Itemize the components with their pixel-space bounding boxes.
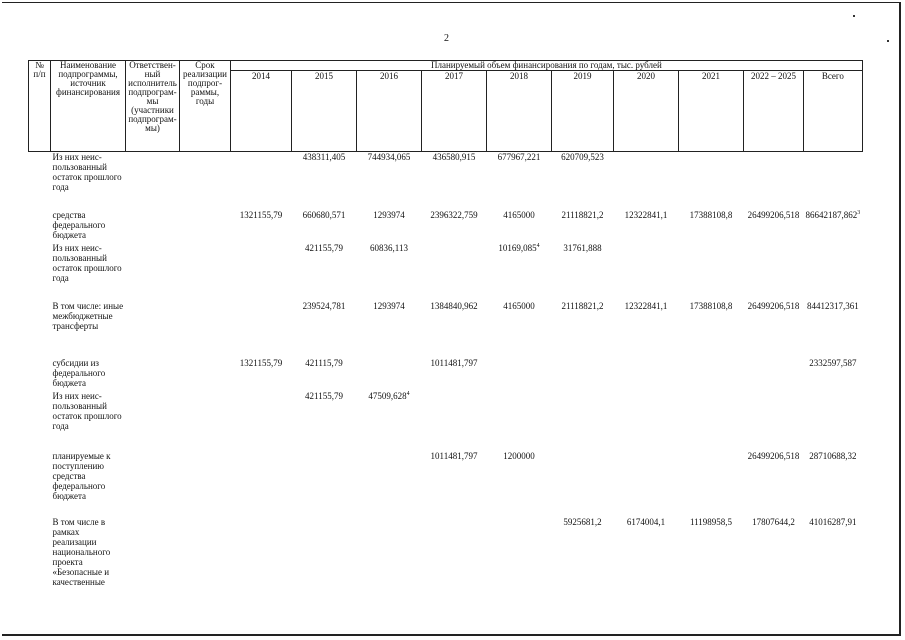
cell-value: 421115,79 [305, 357, 343, 368]
value-cell [679, 517, 744, 602]
row-term-cell [180, 243, 231, 301]
cell-value: 1011481,797 [430, 357, 478, 368]
value-cell [679, 358, 744, 391]
value-cell [422, 243, 487, 301]
value-cell [614, 391, 679, 451]
header-year: 2022 – 2025 [744, 71, 804, 152]
header-funding-group: Планируемый объем финансирования по годам, тыс. рублей [231, 61, 863, 71]
scan-speck [853, 15, 855, 17]
value-cell [804, 301, 863, 358]
row-label: планируемые к поступлению средства федерального бюджета [52, 450, 111, 501]
row-num-cell [29, 391, 51, 451]
value-cell [804, 451, 863, 517]
row-label: Из них неис-пользованный остаток прошлого года [52, 242, 122, 283]
cell-value: 421155,79 [305, 242, 343, 253]
value-cell [679, 152, 744, 210]
value-cell [552, 517, 614, 602]
cell-value: 26499206,518 [747, 300, 800, 311]
value-cell [292, 243, 357, 301]
value-cell [422, 451, 487, 517]
value-cell [552, 451, 614, 517]
header-year: 2016 [357, 71, 422, 152]
row-responsible-cell [126, 391, 180, 451]
value-cell [292, 517, 357, 602]
financing-table [28, 60, 863, 602]
value-cell [487, 301, 552, 358]
table-row [29, 301, 863, 358]
cell-value: 6174004,1 [626, 516, 666, 527]
value-cell [487, 210, 552, 243]
value-cell [614, 152, 679, 210]
header-year: 2017 [422, 71, 487, 152]
header-year: 2014 [231, 71, 292, 152]
cell-value: 1293974 [373, 300, 405, 311]
cell-value: 5925681,2 [563, 516, 602, 527]
header-year: 2015 [292, 71, 357, 152]
value-cell [804, 243, 863, 301]
value-cell [422, 517, 487, 602]
value-cell [552, 391, 614, 451]
cell-value: 436580,915 [432, 152, 476, 162]
cell-value: 21118821,2 [561, 209, 604, 220]
cell-value: 1321155,79 [239, 357, 283, 368]
value-cell [804, 358, 863, 391]
value-cell [614, 451, 679, 517]
value-cell [231, 210, 292, 243]
value-cell [487, 358, 552, 391]
header-year: 2020 [614, 71, 679, 152]
value-cell [614, 210, 679, 243]
value-cell [744, 451, 804, 517]
value-cell [231, 517, 292, 602]
row-responsible-cell [126, 301, 180, 358]
value-cell [614, 358, 679, 391]
cell-value: 60836,113 [370, 242, 408, 253]
value-cell [614, 301, 679, 358]
row-responsible-cell [126, 358, 180, 391]
cell-value: 12322841,1 [624, 300, 668, 311]
value-cell [744, 301, 804, 358]
value-cell [292, 301, 357, 358]
header-year: 2021 [679, 71, 744, 152]
cell-value: 421155,79 [305, 390, 343, 401]
row-term-cell [180, 358, 231, 391]
value-cell [357, 358, 422, 391]
table-row [29, 451, 863, 517]
row-term-cell [180, 517, 231, 602]
cell-value: 4165000 [503, 209, 535, 220]
value-cell [744, 210, 804, 243]
cell-value: 10169,085 [498, 242, 537, 253]
value-cell [804, 517, 863, 602]
cell-value: 1384840,962 [430, 300, 478, 311]
cell-value: 239524,781 [302, 300, 346, 311]
row-label: субсидии из федерального бюджета [52, 357, 106, 388]
table-row [29, 243, 863, 301]
row-label: средства федерального бюджета [52, 209, 106, 240]
value-cell [679, 243, 744, 301]
cell-value: 17807644,2 [752, 516, 795, 527]
cell-value: 677967,221 [497, 152, 541, 162]
value-cell [357, 301, 422, 358]
value-cell [422, 358, 487, 391]
table-row [29, 517, 863, 602]
value-cell [487, 517, 552, 602]
header-year: 2018 [487, 71, 552, 152]
footnote-mark: 3 [857, 209, 861, 216]
cell-value: 12322841,1 [624, 209, 668, 220]
value-cell [614, 243, 679, 301]
value-cell [614, 517, 679, 602]
cell-value: 2396322,759 [430, 209, 478, 220]
value-cell [804, 152, 863, 210]
value-cell [744, 391, 804, 451]
value-cell [231, 391, 292, 451]
row-num-cell [29, 517, 51, 602]
row-term-cell [180, 391, 231, 451]
value-cell [679, 451, 744, 517]
cell-value: 11198958,5 [689, 516, 733, 527]
table-row [29, 358, 863, 391]
value-cell [744, 358, 804, 391]
value-cell [804, 210, 863, 243]
value-cell [357, 243, 422, 301]
cell-value: 2332597,587 [809, 357, 857, 368]
value-cell [422, 391, 487, 451]
row-term-cell [180, 152, 231, 210]
row-label: Из них неис-пользованный остаток прошлого года [52, 152, 122, 192]
row-num-cell [29, 210, 51, 243]
value-cell [744, 152, 804, 210]
cell-value: 31761,888 [563, 242, 602, 253]
value-cell [422, 210, 487, 243]
cell-value: 1321155,79 [239, 209, 283, 220]
row-term-cell [180, 451, 231, 517]
cell-value: 26499206,518 [747, 450, 800, 461]
value-cell [231, 301, 292, 358]
cell-value: 620709,523 [561, 152, 604, 162]
table-body [29, 152, 863, 602]
cell-value: 21118821,2 [561, 300, 604, 311]
value-cell [552, 301, 614, 358]
value-cell [679, 391, 744, 451]
row-term-cell [180, 210, 231, 243]
value-cell [487, 451, 552, 517]
value-cell [552, 358, 614, 391]
row-label: Из них неис-пользованный остаток прошлого года [52, 390, 122, 431]
value-cell [552, 152, 614, 210]
value-cell [231, 451, 292, 517]
value-cell [679, 210, 744, 243]
cell-value: 1200000 [503, 450, 535, 461]
row-num-cell [29, 358, 51, 391]
value-cell [357, 152, 422, 210]
footnote-mark: 4 [536, 242, 540, 249]
cell-value: 86642187,862 [805, 209, 858, 220]
cell-value: 1011481,797 [430, 450, 478, 461]
row-responsible-cell [126, 451, 180, 517]
value-cell [552, 210, 614, 243]
value-cell [231, 358, 292, 391]
header-year: 2019 [552, 71, 614, 152]
cell-value: 438311,405 [302, 152, 346, 162]
value-cell [357, 391, 422, 451]
row-num-cell [29, 301, 51, 358]
row-num-cell [29, 152, 51, 210]
cell-value: 660680,571 [302, 209, 346, 220]
value-cell [357, 517, 422, 602]
cell-value: 17388108,8 [689, 209, 733, 220]
value-cell [744, 243, 804, 301]
value-cell [744, 517, 804, 602]
value-cell [231, 243, 292, 301]
row-responsible-cell [126, 243, 180, 301]
row-term-cell [180, 301, 231, 358]
value-cell [552, 243, 614, 301]
value-cell [804, 391, 863, 451]
header-num: № п/п [29, 61, 51, 152]
value-cell [487, 391, 552, 451]
row-responsible-cell [126, 152, 180, 210]
value-cell [357, 451, 422, 517]
value-cell [292, 451, 357, 517]
row-num-cell [29, 243, 51, 301]
scan-speck [887, 40, 889, 42]
footnote-mark: 4 [406, 390, 410, 397]
cell-value: 1293974 [373, 209, 405, 220]
value-cell [292, 358, 357, 391]
table-row [29, 210, 863, 243]
header-total: Всего [804, 71, 863, 152]
cell-value: 28710688,32 [809, 450, 857, 461]
value-cell [679, 301, 744, 358]
value-cell [292, 152, 357, 210]
cell-value: 26499206,518 [747, 209, 800, 220]
header-term: Срок реализации подпрог-раммы, годы [180, 61, 231, 152]
value-cell [422, 301, 487, 358]
value-cell [357, 210, 422, 243]
value-cell [292, 391, 357, 451]
header-responsible: Ответствен-ный исполнитель подпрограм-мы (участники подпрограм-мы) [126, 61, 180, 152]
table-row [29, 152, 863, 210]
cell-value: 41016287,91 [809, 516, 857, 527]
row-responsible-cell [126, 517, 180, 602]
cell-value: 4165000 [503, 300, 535, 311]
row-num-cell [29, 451, 51, 517]
cell-value: 17388108,8 [689, 300, 733, 311]
cell-value: 47509,628 [368, 390, 407, 401]
row-label: В том числе: иные межбюджетные трансферты [52, 300, 124, 331]
value-cell [422, 152, 487, 210]
value-cell [231, 152, 292, 210]
table-row [29, 391, 863, 451]
cell-value: 744934,065 [367, 152, 411, 162]
value-cell [487, 152, 552, 210]
row-label: В том числе в рамках реализации национального проекта «Безопасные и качественные [52, 516, 111, 587]
row-responsible-cell [126, 210, 180, 243]
header-name: Наименование подпрограммы, источник финансирования [51, 61, 126, 152]
value-cell [292, 210, 357, 243]
cell-value: 84412317,361 [807, 300, 859, 311]
page-number: 2 [444, 33, 449, 44]
value-cell [487, 243, 552, 301]
